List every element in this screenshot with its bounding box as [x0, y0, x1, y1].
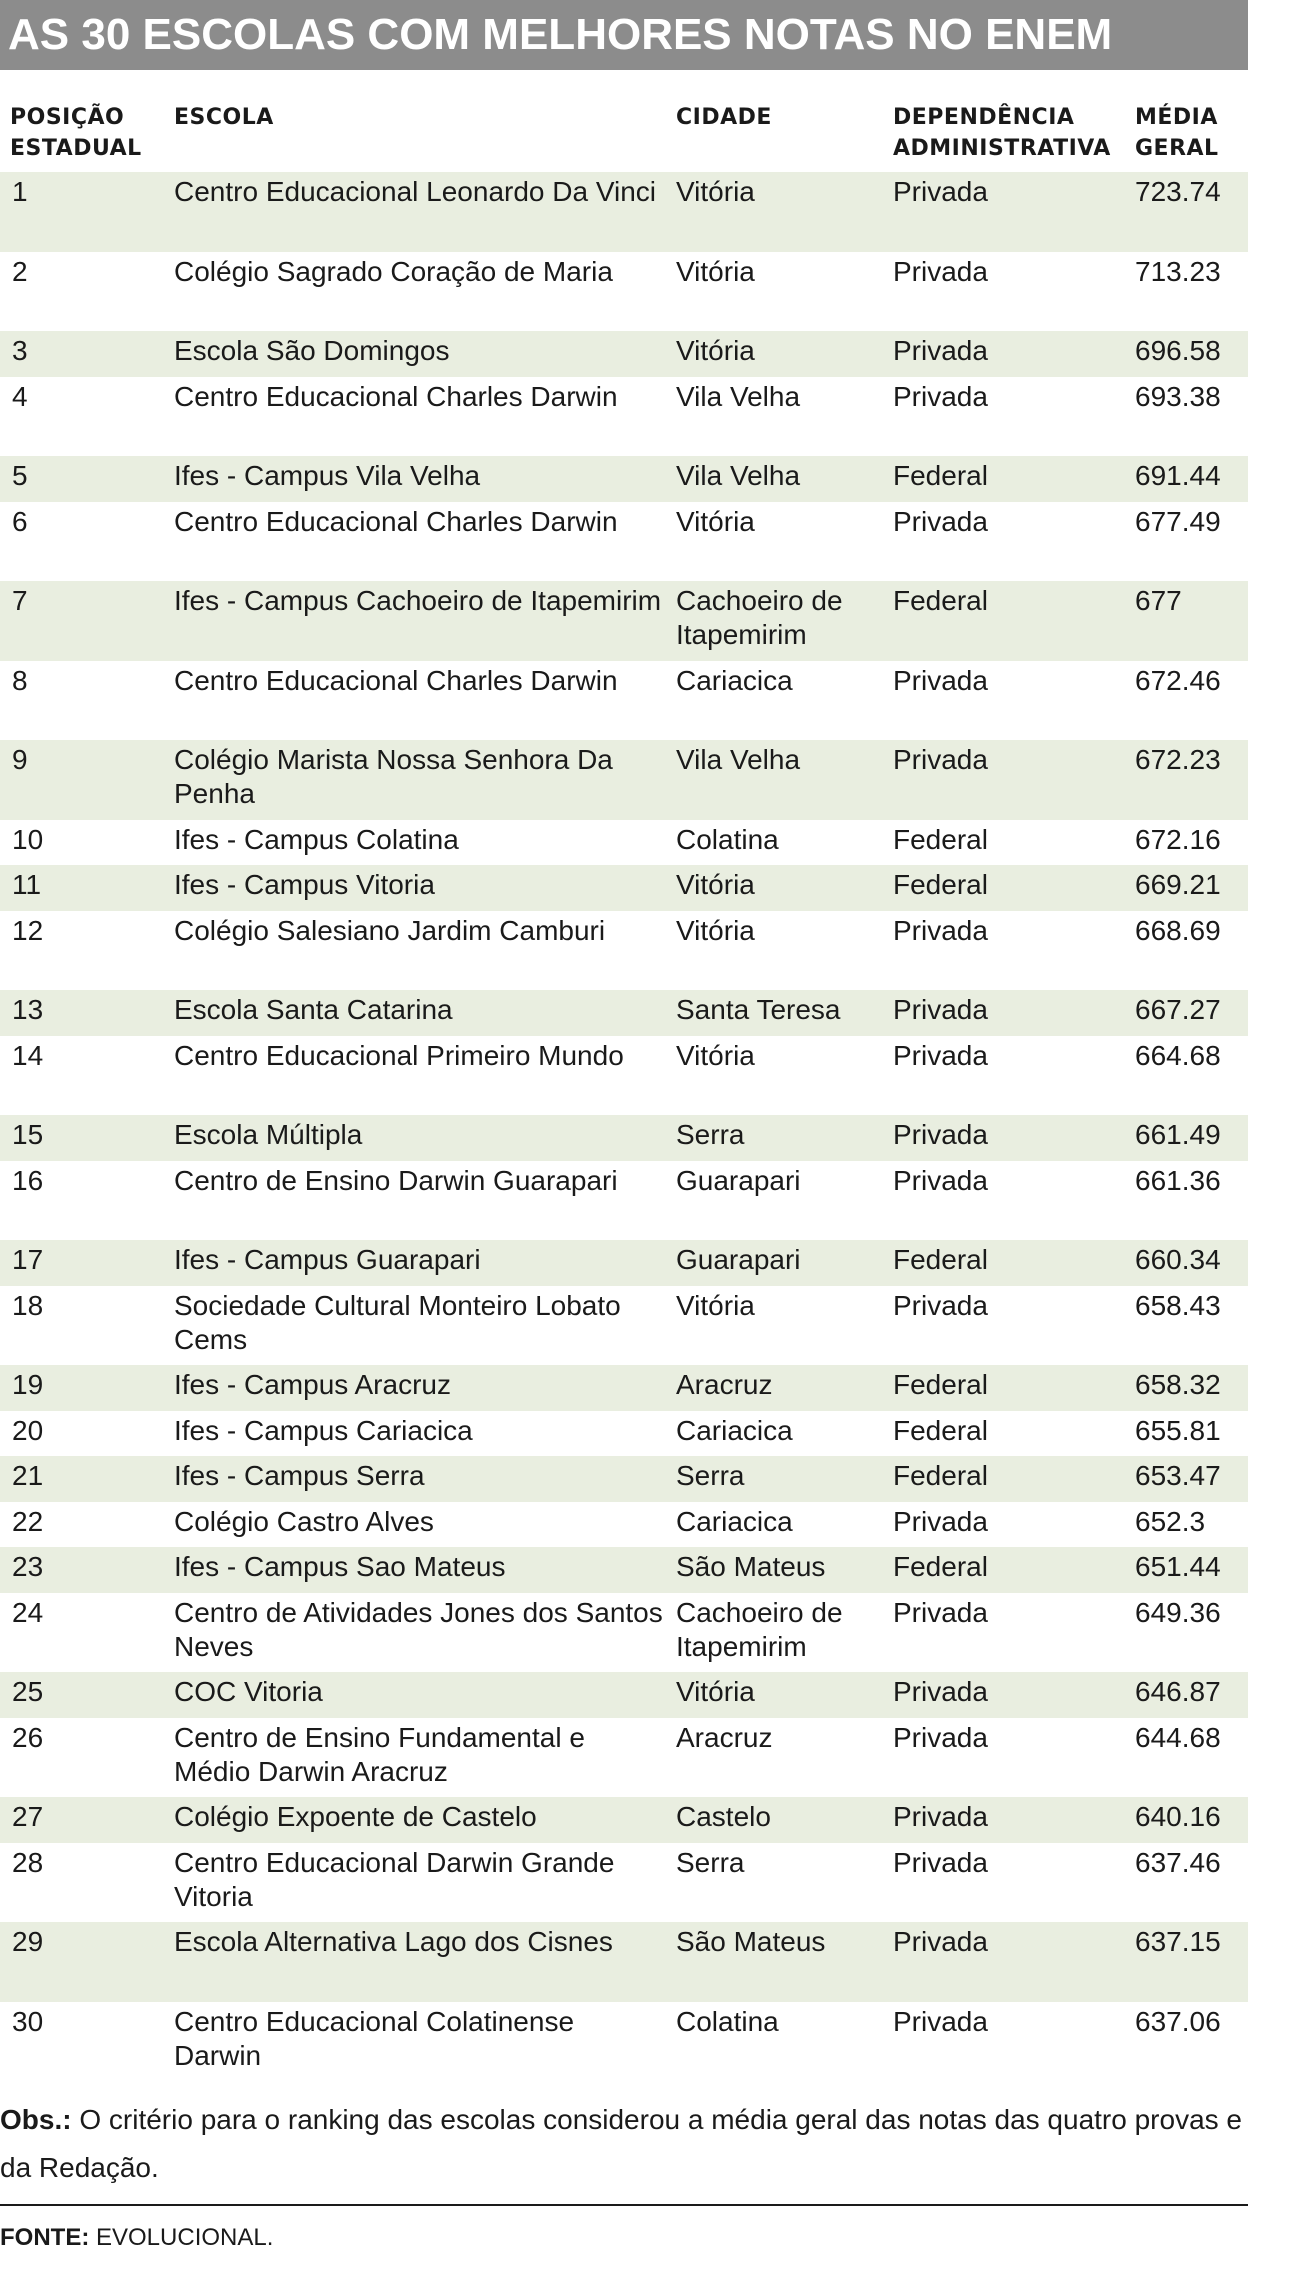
row-posicao: 10 — [12, 823, 44, 855]
row-media: 640.16 — [1135, 1801, 1221, 1832]
row-dependencia: Privada — [893, 1164, 988, 1196]
table-row — [0, 1593, 1248, 1673]
row-cidade: Vila Velha — [676, 460, 801, 491]
row-cidade: Vitória — [676, 1289, 755, 1321]
table-row — [0, 865, 1248, 911]
row-media: 713.23 — [1135, 255, 1221, 287]
table-row — [0, 581, 1248, 661]
row-cidade: Vitória — [676, 176, 755, 207]
row-media: 672.46 — [1135, 664, 1221, 696]
row-dependencia: Privada — [893, 744, 988, 775]
table-row — [0, 1115, 1248, 1161]
row-dependencia: Federal — [893, 1551, 988, 1582]
table-row — [0, 1036, 1248, 1116]
row-dependencia: Federal — [893, 1244, 988, 1275]
row-media: 637.06 — [1135, 2005, 1221, 2037]
page-title: AS 30 ESCOLAS COM MELHORES NOTAS NO ENEM — [8, 10, 1113, 59]
row-cidade: Guarapari — [676, 1244, 801, 1275]
row-dependencia: Federal — [893, 460, 988, 491]
row-escola: Ifes - Campus Guarapari — [174, 1244, 481, 1275]
row-dependencia: Privada — [893, 335, 988, 366]
row-escola: Centro Educacional Charles Darwin — [174, 664, 618, 696]
row-escola: Ifes - Campus Cariacica — [174, 1414, 473, 1446]
row-cidade: Guarapari — [676, 1164, 801, 1196]
row-escola: Centro de Ensino Darwin Guarapari — [174, 1164, 618, 1196]
row-media: 637.46 — [1135, 1846, 1221, 1878]
row-cidade: Vitória — [676, 1676, 755, 1707]
row-cidade: Vitória — [676, 1039, 755, 1071]
row-posicao: 22 — [12, 1505, 44, 1537]
row-media: 637.15 — [1135, 1926, 1221, 1957]
row-cidade: Serra — [676, 1846, 745, 1878]
row-posicao: 18 — [12, 1289, 44, 1321]
header-posicao: POSIÇÃO ESTADUAL — [10, 105, 142, 161]
table-row — [0, 1161, 1248, 1241]
row-posicao: 20 — [12, 1414, 44, 1446]
title-bar — [0, 0, 1248, 70]
table-row — [0, 252, 1248, 332]
row-escola: Ifes - Campus Vila Velha — [174, 460, 481, 491]
row-media: 646.87 — [1135, 1676, 1221, 1707]
row-media: 669.21 — [1135, 869, 1221, 900]
row-cidade: Vitória — [676, 505, 755, 537]
table-row — [0, 1286, 1248, 1366]
table-row — [0, 990, 1248, 1036]
row-media: 649.36 — [1135, 1596, 1221, 1628]
row-escola: Ifes - Campus Colatina — [174, 823, 459, 855]
row-media: 644.68 — [1135, 1721, 1221, 1753]
row-cidade: Aracruz — [676, 1721, 773, 1753]
row-posicao: 27 — [12, 1801, 44, 1832]
row-escola: Ifes - Campus Vitoria — [174, 869, 435, 900]
row-cidade: Cariacica — [676, 1505, 793, 1537]
table-row — [0, 1672, 1248, 1718]
row-escola: Ifes - Campus Sao Mateus — [174, 1551, 506, 1582]
row-media: 677.49 — [1135, 505, 1221, 537]
observation-note — [0, 2096, 1250, 2192]
row-escola: Centro de Atividades Jones dos Santos Neves — [174, 1596, 663, 1662]
row-dependencia: Privada — [893, 1846, 988, 1878]
row-escola: Centro Educacional Darwin Grande Vitoria — [174, 1846, 615, 1912]
row-media: 691.44 — [1135, 460, 1221, 491]
row-cidade: Cachoeiro de Itapemirim — [676, 1596, 843, 1662]
row-cidade: São Mateus — [676, 1551, 826, 1582]
table-row — [0, 1797, 1248, 1843]
row-posicao: 6 — [12, 505, 28, 537]
table-row — [0, 1365, 1248, 1411]
row-cidade: Castelo — [676, 1801, 771, 1832]
source-note — [0, 2222, 273, 2254]
table-row — [0, 456, 1248, 502]
row-dependencia: Privada — [893, 505, 988, 537]
row-escola: COC Vitoria — [174, 1676, 323, 1707]
row-dependencia: Privada — [893, 176, 988, 207]
row-media: 667.27 — [1135, 994, 1221, 1025]
row-posicao: 28 — [12, 1846, 44, 1878]
row-cidade: Cachoeiro de Itapemirim — [676, 585, 843, 650]
row-media: 661.36 — [1135, 1164, 1221, 1196]
table-row — [0, 2002, 1248, 2082]
row-posicao: 14 — [12, 1039, 44, 1071]
table-row — [0, 331, 1248, 377]
header-media: MÉDIA GERAL — [1135, 105, 1219, 161]
row-media: 696.58 — [1135, 335, 1221, 366]
row-cidade: Vila Velha — [676, 380, 801, 412]
row-cidade: Colatina — [676, 823, 779, 855]
row-dependencia: Privada — [893, 664, 988, 696]
row-posicao: 30 — [12, 2005, 44, 2037]
row-posicao: 1 — [12, 176, 28, 207]
row-media: 672.16 — [1135, 823, 1221, 855]
table-row — [0, 1843, 1248, 1923]
row-media: 672.23 — [1135, 744, 1221, 775]
row-dependencia: Privada — [893, 1801, 988, 1832]
row-cidade: Serra — [676, 1119, 745, 1150]
row-posicao: 3 — [12, 335, 28, 366]
row-posicao: 15 — [12, 1119, 44, 1150]
row-media: 652.3 — [1135, 1505, 1206, 1537]
row-dependencia: Federal — [893, 585, 988, 616]
row-media: 664.68 — [1135, 1039, 1221, 1071]
table-row — [0, 1502, 1248, 1548]
row-dependencia: Privada — [893, 1119, 988, 1150]
row-escola: Centro Educacional Charles Darwin — [174, 380, 618, 412]
table-row — [0, 1547, 1248, 1593]
row-dependencia: Federal — [893, 1460, 988, 1491]
row-media: 723.74 — [1135, 176, 1221, 207]
row-cidade: Vitória — [676, 869, 755, 900]
row-media: 658.43 — [1135, 1289, 1221, 1321]
row-media: 658.32 — [1135, 1369, 1221, 1400]
table-row — [0, 820, 1248, 866]
row-cidade: Serra — [676, 1460, 745, 1491]
table-row — [0, 1240, 1248, 1286]
table-header — [0, 100, 1248, 172]
row-posicao: 2 — [12, 255, 28, 287]
row-posicao: 13 — [12, 994, 44, 1025]
row-dependencia: Privada — [893, 1926, 988, 1957]
row-escola: Colégio Salesiano Jardim Camburi — [174, 914, 606, 946]
row-cidade: Cariacica — [676, 1414, 793, 1446]
row-escola: Colégio Sagrado Coração de Maria — [174, 255, 613, 287]
table-row — [0, 1411, 1248, 1457]
table-row — [0, 1456, 1248, 1502]
table-row — [0, 911, 1248, 991]
header-dependencia: DEPENDÊNCIA ADMINISTRATIVA — [893, 105, 1111, 161]
row-posicao: 9 — [12, 744, 28, 775]
row-cidade: Vila Velha — [676, 744, 801, 775]
row-escola: Centro Educacional Colatinense Darwin — [174, 2005, 575, 2071]
row-escola: Centro de Ensino Fundamental e Médio Darwin Aracruz — [174, 1721, 585, 1787]
row-posicao: 16 — [12, 1164, 44, 1196]
row-posicao: 11 — [12, 869, 42, 900]
row-dependencia: Federal — [893, 1369, 988, 1400]
table-row — [0, 1922, 1248, 2002]
row-escola: Ifes - Campus Cachoeiro de Itapemirim — [174, 585, 662, 616]
row-posicao: 29 — [12, 1926, 44, 1957]
row-dependencia: Federal — [893, 823, 988, 855]
row-cidade: Vitória — [676, 335, 755, 366]
row-cidade: Vitória — [676, 255, 755, 287]
row-media: 668.69 — [1135, 914, 1221, 946]
table-row — [0, 661, 1248, 741]
row-escola: Escola Alternativa Lago dos Cisnes — [174, 1926, 613, 1957]
row-escola: Colégio Expoente de Castelo — [174, 1801, 537, 1832]
row-dependencia: Privada — [893, 1596, 988, 1628]
row-media: 655.81 — [1135, 1414, 1221, 1446]
row-posicao: 17 — [12, 1244, 44, 1275]
row-dependencia: Privada — [893, 914, 988, 946]
row-escola: Sociedade Cultural Monteiro Lobato Cems — [174, 1289, 621, 1355]
row-dependencia: Privada — [893, 1039, 988, 1071]
row-dependencia: Privada — [893, 1505, 988, 1537]
row-media: 661.49 — [1135, 1119, 1221, 1150]
row-posicao: 25 — [12, 1676, 44, 1707]
divider — [0, 2204, 1248, 2206]
row-dependencia: Privada — [893, 994, 988, 1025]
row-posicao: 7 — [12, 585, 28, 616]
table-row — [0, 1718, 1248, 1798]
row-cidade: São Mateus — [676, 1926, 826, 1957]
row-cidade: Colatina — [676, 2005, 779, 2037]
row-escola: Centro Educacional Charles Darwin — [174, 505, 618, 537]
row-escola: Centro Educacional Primeiro Mundo — [174, 1039, 624, 1071]
row-posicao: 12 — [12, 914, 44, 946]
row-cidade: Santa Teresa — [676, 994, 841, 1025]
obs-label: Obs.: — [0, 2104, 72, 2135]
row-posicao: 23 — [12, 1551, 44, 1582]
row-cidade: Vitória — [676, 914, 755, 946]
row-escola: Escola Múltipla — [174, 1119, 363, 1150]
row-posicao: 24 — [12, 1596, 44, 1628]
row-dependencia: Federal — [893, 869, 988, 900]
row-media: 660.34 — [1135, 1244, 1221, 1275]
row-media: 677 — [1135, 585, 1182, 616]
row-dependencia: Privada — [893, 380, 988, 412]
row-escola: Colégio Marista Nossa Senhora Da Penha — [174, 744, 613, 809]
fonte-text: EVOLUCIONAL. — [89, 2224, 274, 2251]
row-cidade: Aracruz — [676, 1369, 773, 1400]
row-media: 653.47 — [1135, 1460, 1221, 1491]
fonte-label: FONTE: — [0, 2224, 90, 2251]
row-media: 693.38 — [1135, 380, 1221, 412]
ranking-table — [0, 172, 1248, 2081]
table-row — [0, 172, 1248, 252]
header-escola: ESCOLA — [174, 105, 274, 130]
row-escola: Escola Santa Catarina — [174, 994, 453, 1025]
row-media: 651.44 — [1135, 1551, 1221, 1582]
obs-text: O critério para o ranking das escolas considerou a média geral das notas das quatro provas e da Redação. — [0, 2104, 1242, 2183]
row-posicao: 19 — [12, 1369, 44, 1400]
row-escola: Ifes - Campus Aracruz — [174, 1369, 451, 1400]
row-posicao: 21 — [12, 1460, 44, 1491]
row-escola: Colégio Castro Alves — [174, 1505, 434, 1537]
header-cidade: CIDADE — [676, 105, 772, 130]
row-cidade: Cariacica — [676, 664, 793, 696]
row-dependencia: Privada — [893, 1289, 988, 1321]
row-posicao: 5 — [12, 460, 28, 491]
row-posicao: 26 — [12, 1721, 44, 1753]
row-escola: Ifes - Campus Serra — [174, 1460, 425, 1491]
row-escola: Centro Educacional Leonardo Da Vinci — [174, 176, 657, 207]
table-row — [0, 377, 1248, 457]
table-row — [0, 740, 1248, 820]
row-posicao: 8 — [12, 664, 28, 696]
row-posicao: 4 — [12, 380, 28, 412]
row-dependencia: Privada — [893, 1721, 988, 1753]
row-dependencia: Federal — [893, 1414, 988, 1446]
row-escola: Escola São Domingos — [174, 335, 450, 366]
row-dependencia: Privada — [893, 255, 988, 287]
row-dependencia: Privada — [893, 2005, 988, 2037]
table-row — [0, 502, 1248, 582]
row-dependencia: Privada — [893, 1676, 988, 1707]
